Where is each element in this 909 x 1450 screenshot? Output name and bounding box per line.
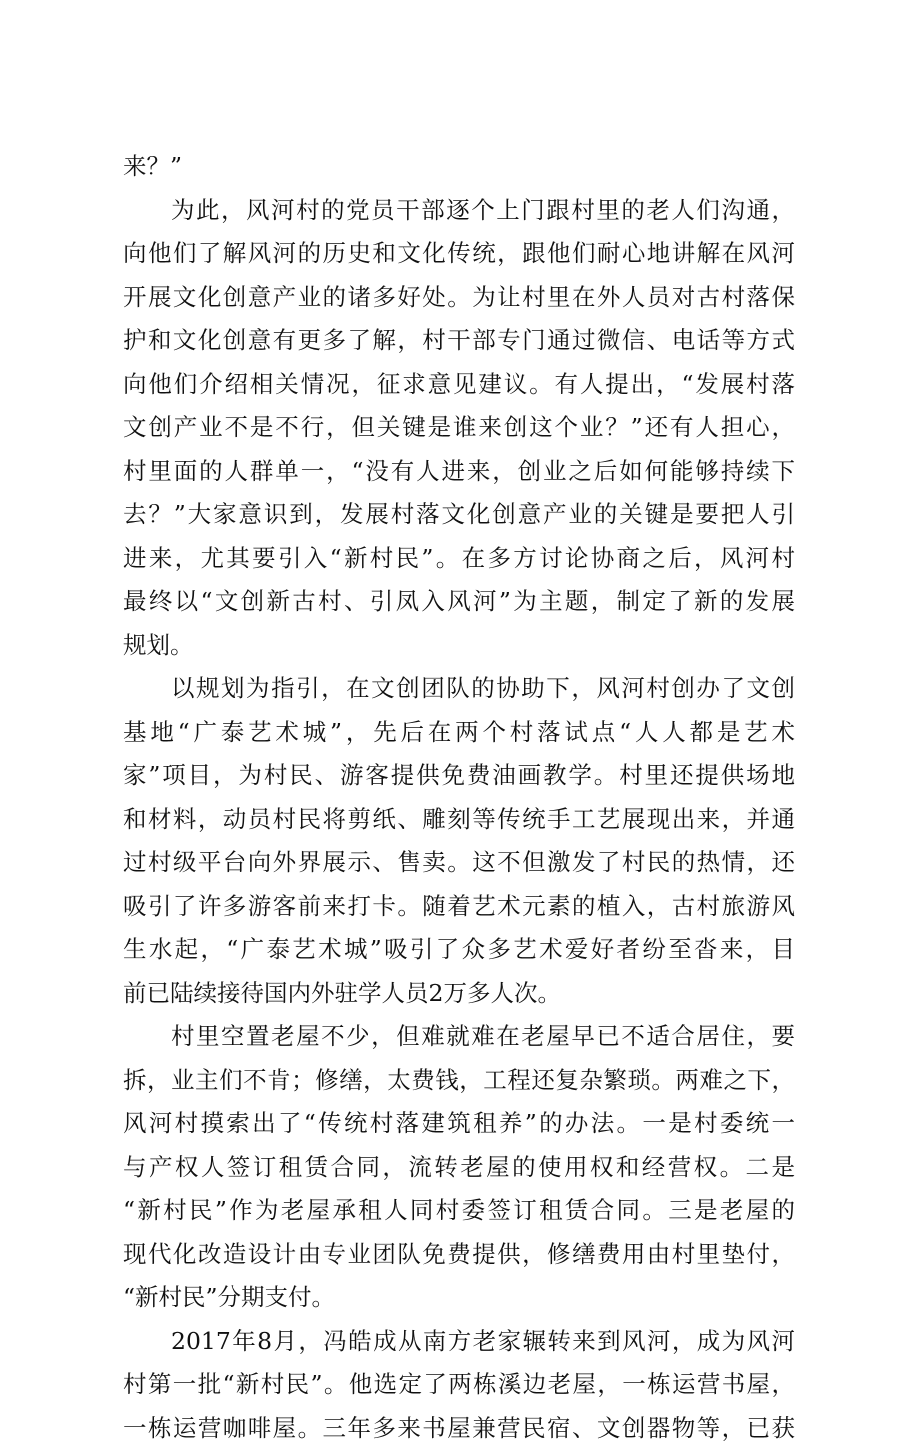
text-line: 风河村摸索出了“传统村落建筑租养”的办法。一是村委统一	[123, 1102, 795, 1146]
body-text	[123, 145, 795, 1450]
text-line: 来？”	[123, 145, 795, 189]
text-line: 前已陆续接待国内外驻学人员2万多人次。	[123, 972, 795, 1016]
text-line: 家”项目，为村民、游客提供免费油画教学。村里还提供场地	[123, 754, 795, 798]
text-line: 向他们了解风河的历史和文化传统，跟他们耐心地讲解在风河	[123, 232, 795, 276]
text-line: 最终以“文创新古村、引凤入风河”为主题，制定了新的发展	[123, 580, 795, 624]
text-line: 生水起，“广泰艺术城”吸引了众多艺术爱好者纷至沓来，目	[123, 928, 795, 972]
text-line: 去？”大家意识到，发展村落文化创意产业的关键是要把人引	[123, 493, 795, 537]
text-line: “新村民”分期支付。	[123, 1276, 795, 1320]
text-line: 村里面的人群单一，“没有人进来，创业之后如何能够持续下	[123, 450, 795, 494]
text-line: 吸引了许多游客前来打卡。随着艺术元素的植入，古村旅游风	[123, 885, 795, 929]
text-line: 拆，业主们不肯；修缮，太费钱，工程还复杂繁琐。两难之下，	[123, 1059, 795, 1103]
text-line: 开展文化创意产业的诸多好处。为让村里在外人员对古村落保	[123, 276, 795, 320]
text-line: 基地“广泰艺术城”，先后在两个村落试点“人人都是艺术	[123, 711, 795, 755]
text-line: 护和文化创意有更多了解，村干部专门通过微信、电话等方式	[123, 319, 795, 363]
text-line: 现代化改造设计由专业团队免费提供，修缮费用由村里垫付，	[123, 1233, 795, 1277]
text-line: 与产权人签订租赁合同，流转老屋的使用权和经营权。二是	[123, 1146, 795, 1190]
text-line: “新村民”作为老屋承租人同村委签订租赁合同。三是老屋的	[123, 1189, 795, 1233]
text-line: 向他们介绍相关情况，征求意见建议。有人提出，“发展村落	[123, 363, 795, 407]
text-line: 和材料，动员村民将剪纸、雕刻等传统手工艺展现出来，并通	[123, 798, 795, 842]
text-line: 村里空置老屋不少，但难就难在老屋早已不适合居住，要	[123, 1015, 795, 1059]
text-line: 村第一批“新村民”。他选定了两栋溪边老屋，一栋运营书屋，	[123, 1363, 795, 1407]
text-line: 文创产业不是不行，但关键是谁来创这个业？”还有人担心，	[123, 406, 795, 450]
text-line: 过村级平台向外界展示、售卖。这不但激发了村民的热情，还	[123, 841, 795, 885]
text-line: 进来，尤其要引入“新村民”。在多方讨论协商之后，风河村	[123, 537, 795, 581]
text-line: 以规划为指引，在文创团队的协助下，风河村创办了文创	[123, 667, 795, 711]
text-line: 为此，风河村的党员干部逐个上门跟村里的老人们沟通，	[123, 189, 795, 233]
text-line: 规划。	[123, 624, 795, 668]
text-line: 2017年8月，冯皓成从南方老家辗转来到风河，成为风河	[123, 1320, 795, 1364]
text-line: 一栋运营咖啡屋。三年多来书屋兼营民宿、文创器物等，已获	[123, 1407, 795, 1450]
